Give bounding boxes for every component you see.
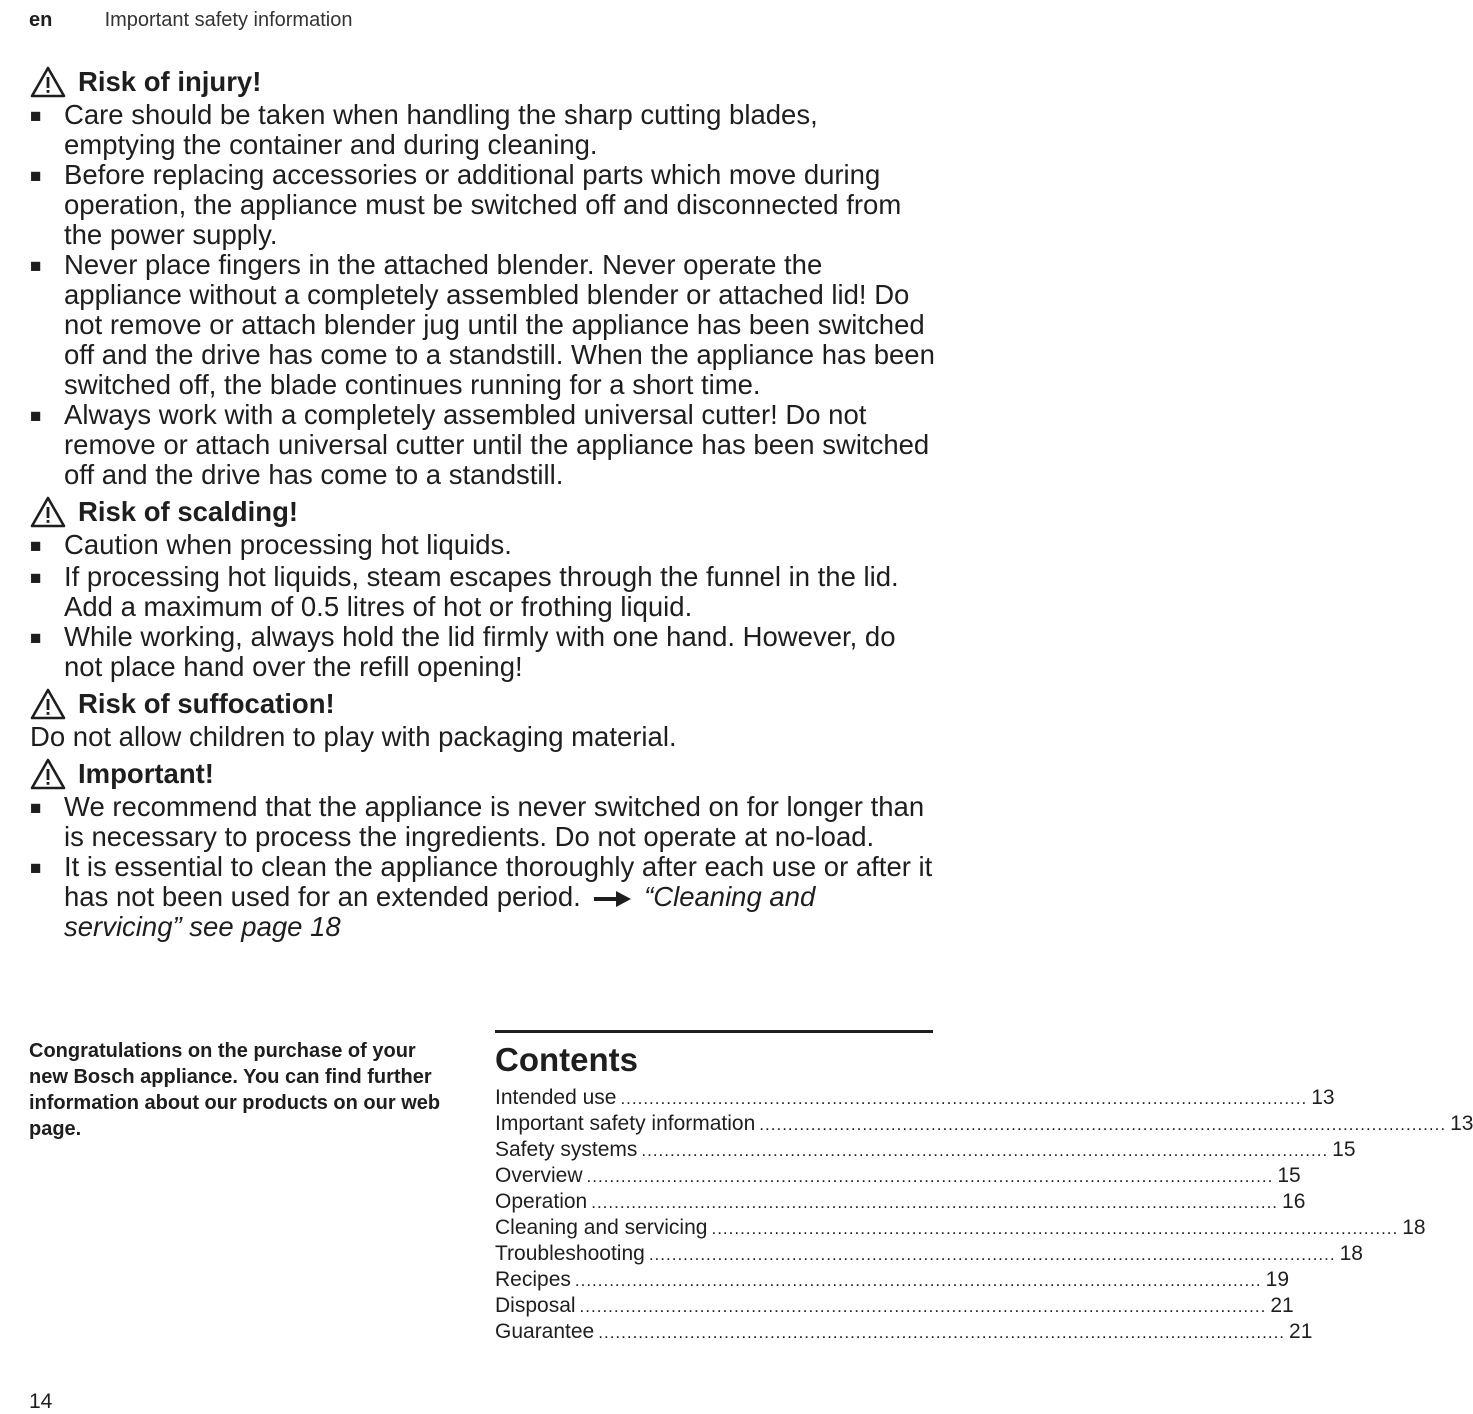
toc-entry-page: 13: [1450, 1112, 1473, 1135]
list-item: ■ Caution when processing hot liquids.: [30, 529, 512, 560]
toc-entry-label: Cleaning and servicing: [495, 1216, 708, 1239]
toc-entry-page: 15: [1332, 1138, 1356, 1161]
toc-entry-label: Overview: [495, 1164, 583, 1187]
toc-entry[interactable]: [495, 1137, 1356, 1163]
warning-heading-suffocation: Risk of suffocation!: [30, 686, 936, 722]
toc-entry[interactable]: [495, 1189, 1306, 1215]
toc-entry-label: Intended use: [495, 1086, 617, 1109]
toc-leader-dots: ........................................................................................................................: [598, 1323, 1286, 1342]
bullet-icon: ■: [30, 256, 42, 277]
bullet-icon: ■: [30, 798, 42, 819]
toc-leader-dots: ........................................................................................................................: [574, 1271, 1262, 1290]
cleaning-crossref-link[interactable]: “Cleaning and servicing” see page 18: [64, 881, 816, 942]
toc-entry-page: 19: [1265, 1268, 1290, 1291]
bullet-icon: ■: [30, 406, 42, 427]
list-item: ■ We recommend that the appliance is never switched on for longer than is necessary to process the ingredients. Do not operate at no-load.: [30, 791, 925, 852]
bullet-icon: ■: [30, 628, 42, 649]
toc-leader-dots: ........................................................................................................................: [620, 1089, 1308, 1108]
table-of-contents: [495, 1030, 1473, 1345]
warning-heading-injury: Risk of injury!: [30, 64, 936, 100]
toc-list: [495, 1085, 1473, 1345]
toc-entry-page: 16: [1282, 1190, 1306, 1213]
warning-heading-scalding: Risk of scalding!: [30, 494, 936, 530]
toc-entry-page: 21: [1289, 1320, 1313, 1343]
toc-entry[interactable]: [495, 1163, 1301, 1189]
toc-leader-dots: ........................................................................................................................: [641, 1141, 1329, 1160]
page-number: 14: [29, 1390, 53, 1413]
toc-entry-label: Guarantee: [495, 1320, 595, 1343]
list-item: ■ While working, always hold the lid firmly with one hand. However, do not place hand over the refill opening!: [30, 621, 896, 682]
arrow-right-icon: [594, 890, 632, 908]
toc-entry-label: Troubleshooting: [495, 1242, 645, 1265]
toc-entry-page: 18: [1339, 1242, 1363, 1265]
bullet-icon: ■: [30, 568, 42, 589]
toc-leader-dots: ........................................................................................................................: [586, 1167, 1274, 1186]
bullet-icon: ■: [30, 858, 42, 879]
warning-triangle-icon: [30, 758, 66, 790]
toc-entry[interactable]: [495, 1085, 1335, 1111]
list-item: ■ Always work with a completely assembled universal cutter! Do not remove or attach universal cutter until the appliance has been switched off and the drive has come to a standstill.: [30, 399, 930, 490]
bullet-icon: ■: [30, 536, 42, 557]
list-item: ■ Care should be taken when handling the sharp cutting blades, emptying the container and during cleaning.: [30, 99, 818, 160]
list-item: ■ It is essential to clean the appliance thoroughly after each use or after it has not been used for an extended period. “Cleaning and servicing” see page 18: [30, 851, 933, 942]
contents-title: Contents: [495, 1041, 638, 1078]
warning-triangle-icon: [30, 66, 66, 98]
bullet-icon: ■: [30, 166, 42, 187]
safety-content: [30, 64, 936, 942]
list-item: ■ Never place fingers in the attached blender. Never operate the appliance without a completely assembled blender or attached lid! Do not remove or attach blender jug until the appliance has been switched off and the drive has come to a standstill. When the appliance has been switched off, the blade continues running for a short time.: [30, 249, 935, 400]
congratulations-note: Congratulations on the purchase of your new Bosch appliance. You can find further information about our products on our web page.: [29, 1040, 441, 1140]
toc-entry-page: 13: [1311, 1086, 1335, 1109]
toc-entry-page: 18: [1402, 1216, 1426, 1239]
toc-entry[interactable]: [495, 1267, 1290, 1293]
bullet-icon: ■: [30, 106, 42, 127]
toc-entry[interactable]: [495, 1215, 1426, 1241]
toc-leader-dots: ........................................................................................................................: [591, 1193, 1279, 1212]
list-item: ■ Before replacing accessories or additional parts which move during operation, the appliance must be switched off and disconnected from the power supply.: [30, 159, 902, 250]
toc-leader-dots: ........................................................................................................................: [579, 1297, 1267, 1316]
warning-triangle-icon: [30, 688, 66, 720]
toc-entry[interactable]: [495, 1241, 1363, 1267]
toc-leader-dots: ........................................................................................................................: [711, 1219, 1399, 1238]
language-code: en: [29, 9, 53, 31]
toc-entry-label: Important safety information: [495, 1112, 756, 1135]
toc-entry-page: 21: [1270, 1294, 1294, 1317]
warning-heading-important: Important!: [30, 756, 936, 792]
toc-leader-dots: ........................................................................................................................: [759, 1115, 1447, 1134]
toc-entry[interactable]: [495, 1111, 1473, 1137]
toc-leader-dots: ........................................................................................................................: [648, 1245, 1336, 1264]
toc-entry-label: Safety systems: [495, 1138, 638, 1161]
section-title: Important safety information: [104, 9, 353, 31]
toc-entry-page: 15: [1277, 1164, 1301, 1187]
toc-entry-label: Operation: [495, 1190, 588, 1213]
toc-entry[interactable]: [495, 1293, 1294, 1319]
list-item: ■ If processing hot liquids, steam escapes through the funnel in the lid. Add a maximum of 0.5 litres of hot or frothing liquid.: [30, 561, 899, 622]
page-header: [29, 9, 352, 32]
suffocation-text: Do not allow children to play with packaging material.: [30, 721, 677, 752]
toc-entry[interactable]: [495, 1319, 1313, 1345]
toc-entry-label: Disposal: [495, 1294, 576, 1317]
warning-triangle-icon: [30, 496, 66, 528]
toc-entry-label: Recipes: [495, 1268, 571, 1291]
